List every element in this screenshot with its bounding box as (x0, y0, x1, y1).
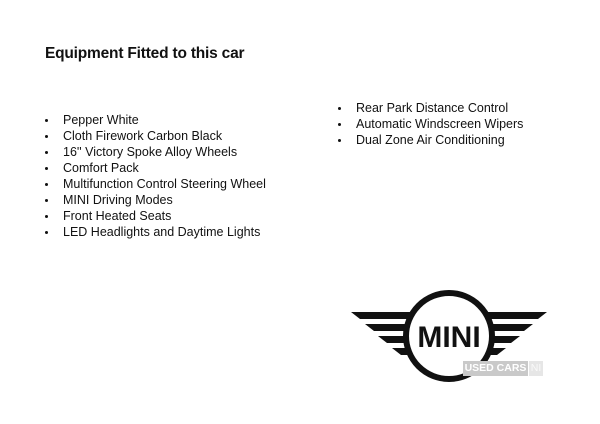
bullet-icon (338, 139, 341, 142)
page-title: Equipment Fitted to this car (45, 45, 245, 62)
left-wing-icon (351, 312, 410, 355)
list-item-label: 16'' Victory Spoke Alloy Wheels (63, 145, 238, 159)
list-item (45, 224, 266, 240)
list-item (45, 176, 266, 192)
list-item (45, 192, 266, 208)
list-item-label: LED Headlights and Daytime Lights (63, 225, 261, 239)
bullet-icon (45, 231, 48, 234)
list-item-label: Multifunction Control Steering Wheel (63, 177, 266, 191)
list-item (45, 128, 266, 144)
list-item-label: Dual Zone Air Conditioning (356, 133, 505, 147)
right-wing-icon (488, 312, 547, 355)
list-item (45, 208, 266, 224)
bullet-icon (45, 199, 48, 202)
list-item-label: Comfort Pack (63, 161, 139, 175)
list-item-label: Front Heated Seats (63, 209, 172, 223)
list-item (45, 112, 266, 128)
list-item (338, 100, 523, 116)
region-badge: NI (530, 362, 542, 374)
list-item (45, 144, 266, 160)
list-item-label: Cloth Firework Carbon Black (63, 129, 223, 143)
list-item (338, 132, 523, 148)
equipment-list-left (45, 112, 266, 240)
equipment-list-right (338, 100, 523, 148)
bullet-icon (45, 119, 48, 122)
bullet-icon (45, 183, 48, 186)
bullet-icon (45, 135, 48, 138)
bullet-icon (45, 167, 48, 170)
bullet-icon (45, 151, 48, 154)
list-item-label: Rear Park Distance Control (356, 101, 509, 115)
bullet-icon (338, 107, 341, 110)
logo-text: MINI (417, 321, 481, 354)
used-cars-badge: USED CARS (464, 362, 527, 374)
list-item (45, 160, 266, 176)
list-item-label: Pepper White (63, 113, 139, 127)
bullet-icon (45, 215, 48, 218)
list-item-label: MINI Driving Modes (63, 193, 173, 207)
bullet-icon (338, 123, 341, 126)
list-item-label: Automatic Windscreen Wipers (356, 117, 524, 131)
list-item (338, 116, 523, 132)
